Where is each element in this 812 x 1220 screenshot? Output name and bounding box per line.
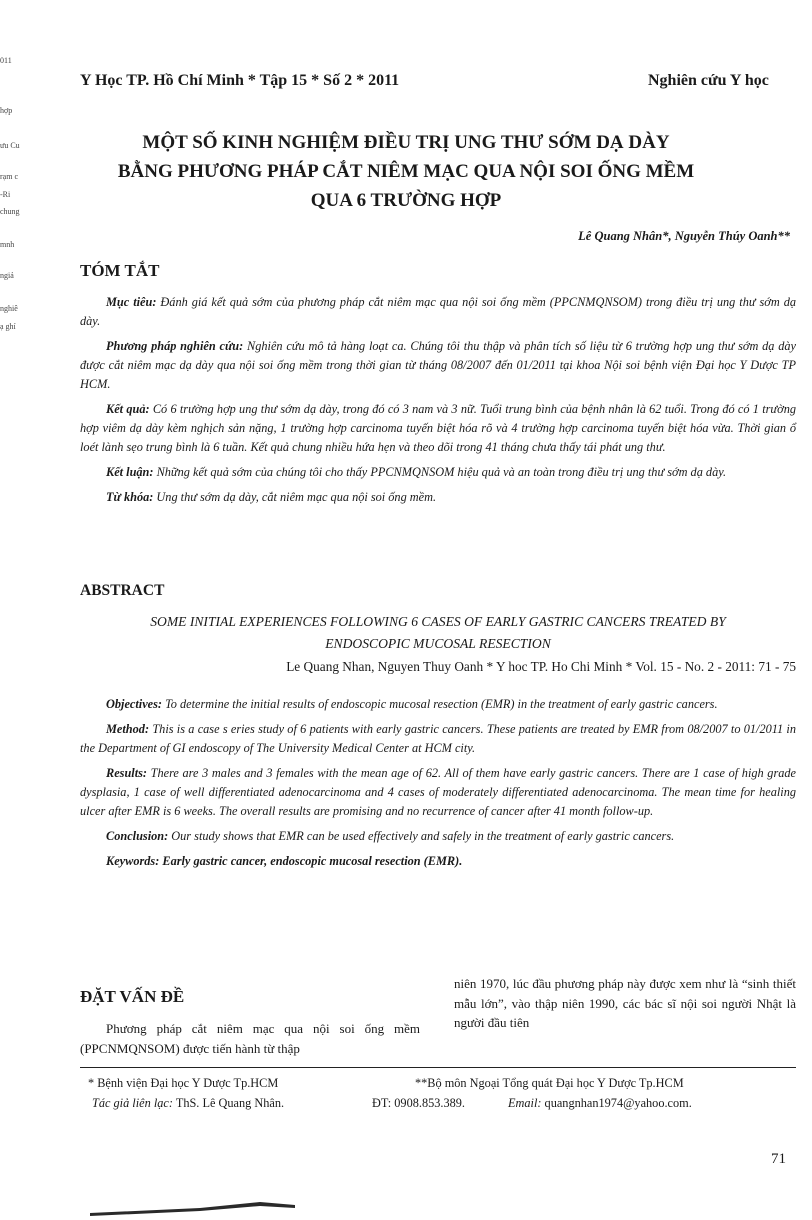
margin-fragment: hợp: [0, 106, 13, 115]
summary-keywords-text: Ung thư sớm dạ dày, cắt niêm mạc qua nội soi ống mềm.: [156, 490, 437, 504]
abstract-conclusion-label: Conclusion:: [106, 829, 169, 843]
abstract-method: [80, 720, 796, 758]
summary-conclusion: [80, 463, 796, 482]
summary-keywords-label: Từ khóa:: [106, 490, 154, 504]
summary-results-text: Có 6 trường hợp ung thư sớm dạ dày, trong đó có 3 nam và 3 nữ. Tuổi trung bình của bệnh nhân là 62 tuổi. Trong đó có 1 trường hợp viêm dạ dày kèm nghịch sản nặng, 1 trường hợp carcinoma tuyến biệt hóa rõ và 4 trường hợp carcinoma tuyến biệt hóa vừa. Thời gian ổ loét lành sẹo trung bình là 6 tuần. Kết quả chung nhiều hứa hẹn và theo dõi trong 41 tháng chưa thấy tái phát ung thư.: [80, 402, 796, 454]
margin-fragment: ngiả: [0, 271, 14, 280]
article-title-line-3: QUA 6 TRƯỜNG HỢP: [310, 190, 502, 211]
footnote-email: [508, 1096, 692, 1111]
email-label: Email:: [508, 1096, 542, 1110]
abstract-keywords-label: Keywords:: [106, 854, 160, 868]
margin-fragment: -Ri: [0, 190, 11, 199]
abstract-method-text: This is a case s eries study of 6 patients with early gastric cancers. These patients are treated by EMR from 08/2007 to 01/2011 in the Department of GI endoscopy of The University Medical Center at HCM city.: [80, 722, 796, 755]
authors: Lê Quang Nhân*, Nguyễn Thúy Oanh**: [578, 229, 790, 243]
journal-header: Y Học TP. Hồ Chí Minh * Tập 15 * Số 2 * 2011: [80, 72, 400, 89]
footnote-contact: [92, 1096, 284, 1111]
summary-method-label: Phương pháp nghiên cứu:: [106, 339, 244, 353]
section-header: Nghiên cứu Y học: [648, 72, 769, 89]
summary-heading: TÓM TẮT: [80, 261, 160, 280]
summary-method-text: Nghiên cứu mô tả hàng loạt ca. Chúng tôi thu thập và phân tích số liệu từ 6 trường hợp ung thư sớm dạ dày được cắt niêm mạc dạ dày qua nội soi ống mềm trong thời gian từ tháng 08/2007 đến 01/2011 tại khoa Nội soi bệnh viện Đại học Y Dược TP HCM.: [80, 339, 796, 391]
abstract-title-line-2: ENDOSCOPIC MUCOSAL RESECTION: [325, 636, 551, 651]
footnote-divider: [80, 1067, 796, 1068]
abstract-objectives-text: To determine the initial results of endoscopic mucosal resection (EMR) in the treatment of early gastric cancers.: [165, 697, 718, 711]
article-title-line-2: BẰNG PHƯƠNG PHÁP CẮT NIÊM MẠC QUA NỘI SOI ỐNG MỀM: [117, 161, 695, 182]
summary-method: [80, 337, 796, 394]
margin-fragment: ưu Cu: [0, 141, 20, 150]
abstract-keywords: [80, 852, 796, 871]
margin-fragment: ạ ghí: [0, 322, 16, 331]
footnote-phone: [372, 1096, 465, 1111]
abstract-conclusion: [80, 827, 796, 846]
contact-label: Tác giả liên lạc:: [92, 1096, 173, 1110]
summary-objective-label: Mục tiêu:: [106, 295, 157, 309]
abstract-results-text: There are 3 males and 3 females with the mean age of 62. All of them have early gastric cancers. There are 1 case of high grade dysplasia, 1 case of well differentiated adenocarcinoma and 4 cases of moderately differentiated adenocarcinoma. The mean time for healing ulcer after EMR is 6 weeks. The overall results are promising and no recurrence of cancer after 41 month follow-up.: [80, 766, 797, 818]
abstract-section: [80, 695, 796, 871]
abstract-objectives: [80, 695, 796, 714]
summary-results: [80, 400, 796, 457]
abstract-results-label: Results:: [106, 766, 147, 780]
intro-right-column: niên 1970, lúc đầu phương pháp này được xem như là “sinh thiết mẫu lớn”, vào thập niên 1990, các bác sĩ nội soi người Nhật là người đầu tiên: [454, 976, 796, 1030]
intro-left-column: Phương pháp cắt niêm mạc qua nội soi ống mềm (PPCNMQNSOM) được tiến hành từ thập: [80, 1021, 420, 1056]
summary-keywords: [80, 488, 796, 507]
summary-section: [80, 293, 796, 507]
summary-results-label: Kết quả:: [106, 402, 150, 416]
abstract-title-line-1: SOME INITIAL EXPERIENCES FOLLOWING 6 CASES OF EARLY GASTRIC CANCERS TREATED BY: [150, 614, 726, 629]
abstract-objectives-label: Objectives:: [106, 697, 162, 711]
phone-number: 0908.853.389.: [394, 1096, 465, 1110]
footnote-affiliation-1: * Bệnh viện Đại học Y Dược Tp.HCM: [88, 1076, 279, 1090]
summary-objective: [80, 293, 796, 331]
abstract-method-label: Method:: [106, 722, 150, 736]
abstract-keywords-text: Early gastric cancer, endoscopic mucosal resection (EMR).: [162, 854, 463, 868]
margin-fragment: 011: [0, 56, 12, 65]
phone-label: ĐT:: [372, 1096, 392, 1110]
margin-fragment: nghiê: [0, 304, 18, 313]
summary-conclusion-label: Kết luận:: [106, 465, 154, 479]
summary-objective-text: Đánh giá kết quả sớm của phương pháp cắt niêm mạc qua nội soi ống mềm (PPCNMQNSOM) trong điều trị ung thư sớm dạ dày.: [80, 295, 797, 328]
article-title-line-1: MỘT SỐ KINH NGHIỆM ĐIỀU TRỊ UNG THƯ SỚM DẠ DÀY: [142, 132, 670, 153]
email-address: quangnhan1974@yahoo.com.: [544, 1096, 692, 1110]
summary-conclusion-text: Những kết quả sớm của chúng tôi cho thấy PPCNMQNSOM hiệu quả và an toàn trong điều trị ung thư sớm dạ dày.: [156, 465, 727, 479]
abstract-heading: ABSTRACT: [80, 582, 165, 599]
abstract-citation: Le Quang Nhan, Nguyen Thuy Oanh * Y hoc TP. Ho Chi Minh * Vol. 15 - No. 2 - 2011: 71 - 75: [286, 659, 796, 674]
margin-fragment: rạm c: [0, 172, 18, 181]
abstract-conclusion-text: Our study shows that EMR can be used effectively and safely in the treatment of early gastric cancers.: [171, 829, 675, 843]
intro-heading: ĐẶT VẤN ĐỀ: [80, 987, 185, 1006]
margin-fragment: mnh: [0, 240, 15, 249]
margin-fragment: chung: [0, 207, 20, 216]
contact-name: ThS. Lê Quang Nhân.: [175, 1096, 285, 1110]
page-number: 71: [771, 1151, 786, 1167]
scan-streak: [90, 1196, 300, 1216]
footnote-affiliation-2: **Bộ môn Ngoại Tổng quát Đại học Y Dược Tp.HCM: [415, 1076, 684, 1090]
abstract-results: [80, 764, 796, 821]
